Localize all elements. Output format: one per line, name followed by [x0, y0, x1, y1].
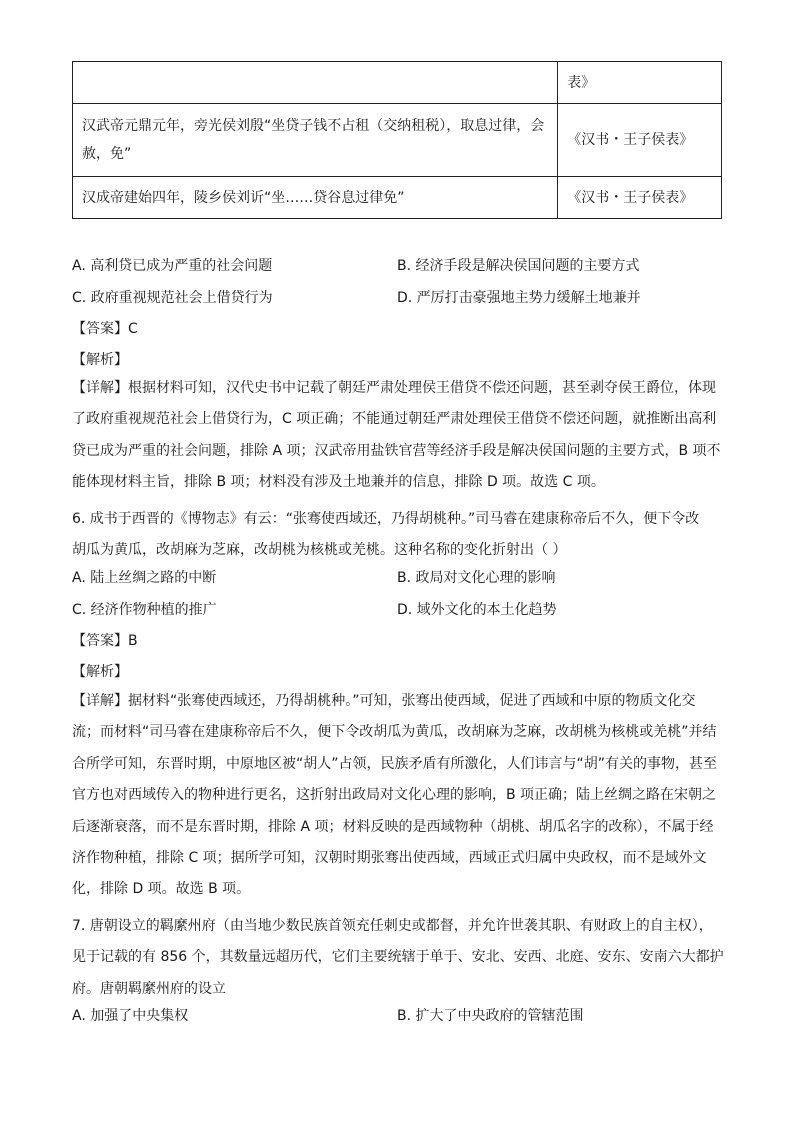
q5-option-b: B. 经济手段是解决侯国问题的主要方式	[397, 258, 640, 274]
table-cell-event: 汉武帝元鼎元年，旁光侯刘殷“坐贷子钱不占租（交纳租税），取息过律，会赦，免”	[73, 104, 558, 177]
q6-detail-line: 济作物种植，排除 C 项；据所学可知，汉朝时期张骞出使西域，西域正式归属中央政权，而不是域外文	[72, 850, 707, 867]
table-row	[73, 177, 722, 219]
q6-stem-line: 胡瓜为黄瓜，改胡麻为芝麻，改胡桃为核桃或羌桃。这种名称的变化折射出（ ）	[72, 542, 567, 559]
q6-detail-line: 化，排除 D 项。故选 B 项。	[72, 881, 251, 898]
source-table	[72, 61, 722, 219]
q6-answer: 【答案】B	[72, 633, 138, 649]
q5-option-a: A. 高利贷已成为严重的社会问题	[72, 258, 273, 274]
q6-detail-line: 流；而材料“司马睿在建康称帝后不久，便下令改胡瓜为黄瓜，改胡麻为芝麻，改胡桃为核桃或羌桃”并结	[72, 724, 717, 741]
table-cell-source: 《汉书・王子侯表》	[558, 104, 722, 177]
q6-option-d: D. 域外文化的本土化趋势	[397, 602, 557, 618]
q6-stem-line: 6. 成书于西晋的《博物志》有云：“张骞使西域还，乃得胡桃种。”司马睿在建康称帝后不久，便下令改	[72, 511, 700, 527]
table-row	[73, 104, 722, 177]
q6-detail-line: 官方也对西域传入的物种进行更名，这折射出政局对文化心理的影响，B 项正确；陆上丝绸之路在宋朝之	[72, 787, 717, 804]
q5-detail	[72, 373, 724, 499]
q5-detail-line: 能体现材料主旨，排除 B 项；材料没有涉及土地兼并的信息，排除 D 项。故选 C 项。	[72, 474, 605, 491]
q6-option-a: A. 陆上丝绸之路的中断	[72, 570, 217, 586]
q7-option-b: B. 扩大了中央政府的管辖范围	[397, 1008, 584, 1024]
q7-stem-line: 府。唐朝羁縻州府的设立	[72, 980, 226, 997]
q7-stem-line: 7. 唐朝设立的羁縻州府（由当地少数民族首领充任刺史或都督，并允许世袭其职、有财政上的自主权），	[72, 918, 713, 934]
q6-detail-line: 后逐渐衰落，而不是东晋时期，排除 A 项；材料反映的是西域物种（胡桃、胡瓜名字的改称），不属于经	[72, 818, 714, 835]
q5-option-c: C. 政府重视规范社会上借贷行为	[72, 290, 273, 306]
q7-option-a: A. 加强了中央集权	[72, 1008, 189, 1024]
table-cell-event: 汉成帝建始四年，陵乡侯刘䜣“坐……贷谷息过律免”	[73, 177, 558, 219]
q5-option-d: D. 严厉打击豪强地主势力缓解土地兼并	[397, 290, 641, 306]
q6-detail-line: 合所学可知，东晋时期，中原地区被“胡人”占领，民族矛盾有所激化，人们讳言与“胡”有关的事物，甚至	[72, 755, 718, 772]
q6-option-c: C. 经济作物种植的推广	[72, 602, 217, 618]
q6-stem	[72, 504, 724, 567]
table-row	[73, 62, 722, 104]
q5-detail-line: 了政府重视规范社会上借贷行为，C 项正确；不能通过朝廷严肃处理侯王借贷不偿还问题，就推断出高利	[72, 411, 717, 428]
table-cell-event	[73, 62, 558, 104]
q5-analysis-label: 【解析】	[72, 352, 128, 368]
q5-answer: 【答案】C	[72, 321, 138, 337]
table-cell-source: 《汉书・王子侯表》	[558, 177, 722, 219]
q7-stem	[72, 911, 724, 1005]
q6-detail	[72, 686, 724, 906]
q5-detail-line: 贷已成为严重的社会问题，排除 A 项；汉武帝用盐铁官营等经济手段是解决侯国问题的主要方式，B 项不	[72, 442, 721, 459]
q7-stem-line: 见于记载的有 856 个，其数量远超历代，它们主要统辖于单于、安北、安西、北庭、安东、安南六大都护	[72, 949, 724, 966]
q6-option-b: B. 政局对文化心理的影响	[397, 570, 556, 586]
q5-detail-line: 【详解】根据材料可知，汉代史书中记载了朝廷严肃处理侯王借贷不偿还问题，甚至剥夺侯王爵位，体现	[72, 380, 716, 396]
q6-analysis-label: 【解析】	[72, 664, 128, 680]
table-cell-source: 表》	[558, 62, 722, 104]
q6-detail-line: 【详解】据材料“张骞使西域还，乃得胡桃种。”可知，张骞出使西域，促进了西域和中原的物质文化交	[72, 693, 696, 709]
